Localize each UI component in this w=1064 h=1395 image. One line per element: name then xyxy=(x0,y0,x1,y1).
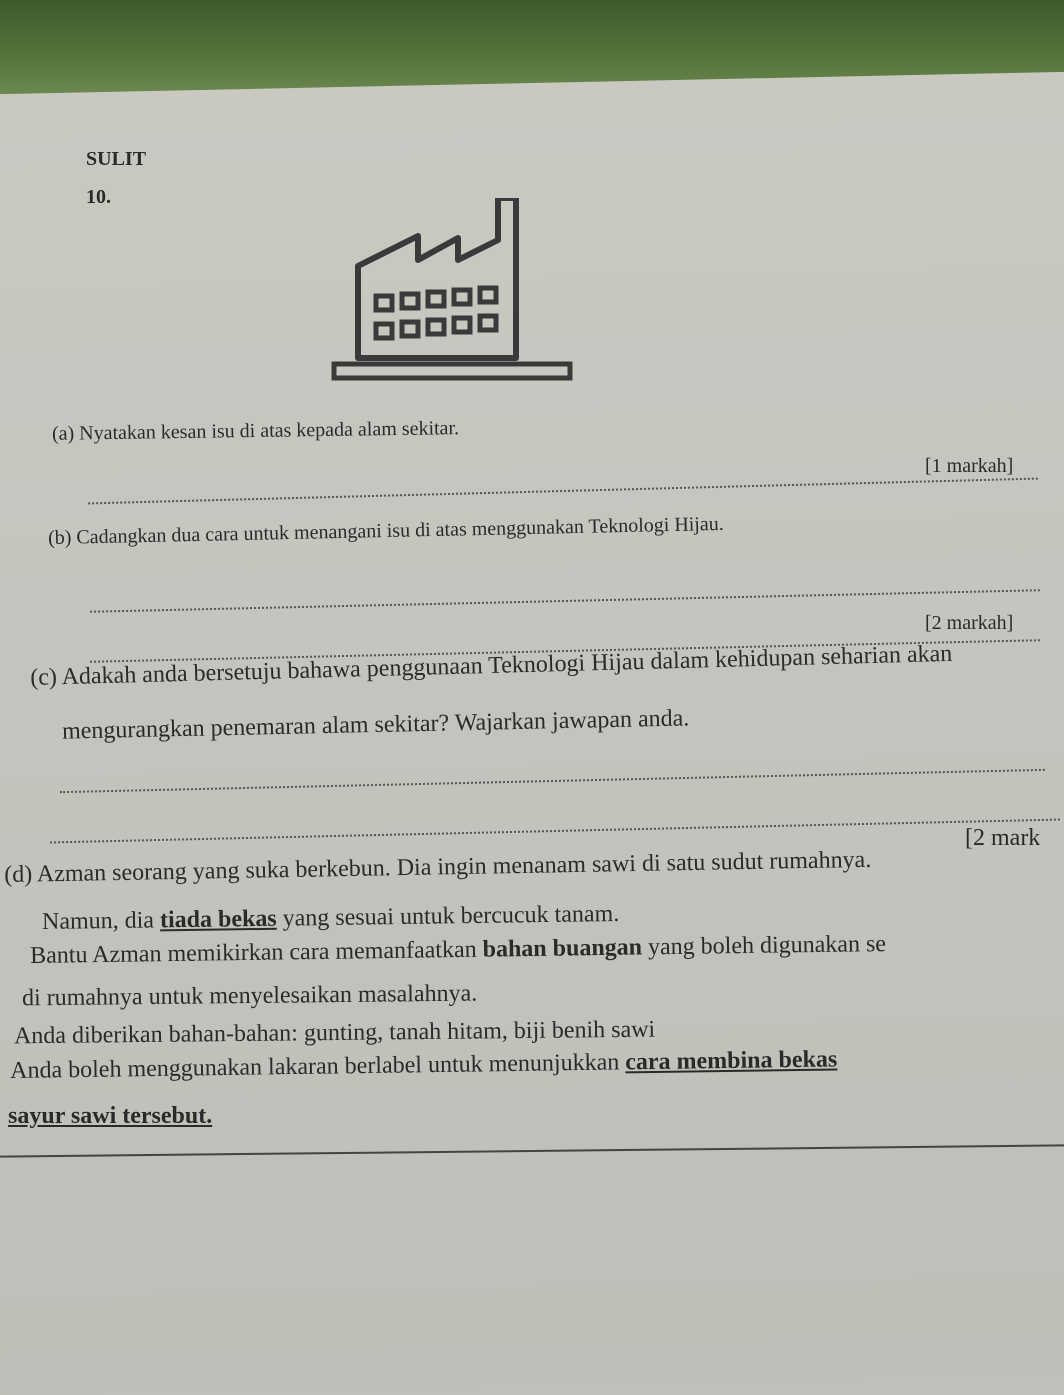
question-a-text: (a) Nyatakan kesan isu di atas kepada alam sekitar. xyxy=(51,417,460,445)
question-number: 10. xyxy=(86,186,111,208)
question-a-marks: [1 markah] xyxy=(925,455,1014,477)
bahan-buangan-emphasis: bahan buangan xyxy=(482,934,643,963)
question-d-line7: sayur sawi tersebut. xyxy=(8,1103,213,1129)
question-c-marks: [2 mark xyxy=(965,825,1041,851)
question-d-line2-pre: Namun, dia xyxy=(41,907,161,936)
tiada-bekas-emphasis: tiada bekas xyxy=(159,905,277,934)
question-c-line1: (c) Adakah anda bersetuju bahawa penggunaan Teknologi Hijau dalam kehidupan seharian akan xyxy=(30,640,953,691)
question-c-line2: mengurangkan penemaran alam sekitar? Wajarkan jawapan anda. xyxy=(61,705,690,745)
cara-membina-bekas-emphasis: cara membina bekas xyxy=(625,1046,838,1076)
question-d-line2-post: yang sesuai untuk bercucuk tanam. xyxy=(276,900,620,932)
question-d-line3-pre: Bantu Azman memikirkan cara memanfaatkan xyxy=(30,936,483,969)
classification-label: SULIT xyxy=(86,148,147,170)
question-b-text: (b) Cadangkan dua cara untuk menangani isu di atas menggunakan Teknologi Hijau. xyxy=(47,512,724,550)
question-b-marks: [2 markah] xyxy=(925,612,1014,634)
question-d-line6-pre: Anda boleh menggunakan lakaran berlabel untuk menunjukkan xyxy=(10,1049,626,1084)
question-d-line3-post: yang boleh digunakan se xyxy=(641,931,887,961)
question-d-line5: Anda diberikan bahan-bahan: gunting, tanah hitam, biji benih sawi xyxy=(13,1016,656,1050)
question-d-line4: di rumahnya untuk menyelesaikan masalahnya. xyxy=(21,980,478,1012)
question-d-line1: (d) Azman seorang yang suka berkebun. Dia ingin menanam sawi di satu sudut rumahnya. xyxy=(4,846,872,888)
factory-icon xyxy=(330,198,580,388)
